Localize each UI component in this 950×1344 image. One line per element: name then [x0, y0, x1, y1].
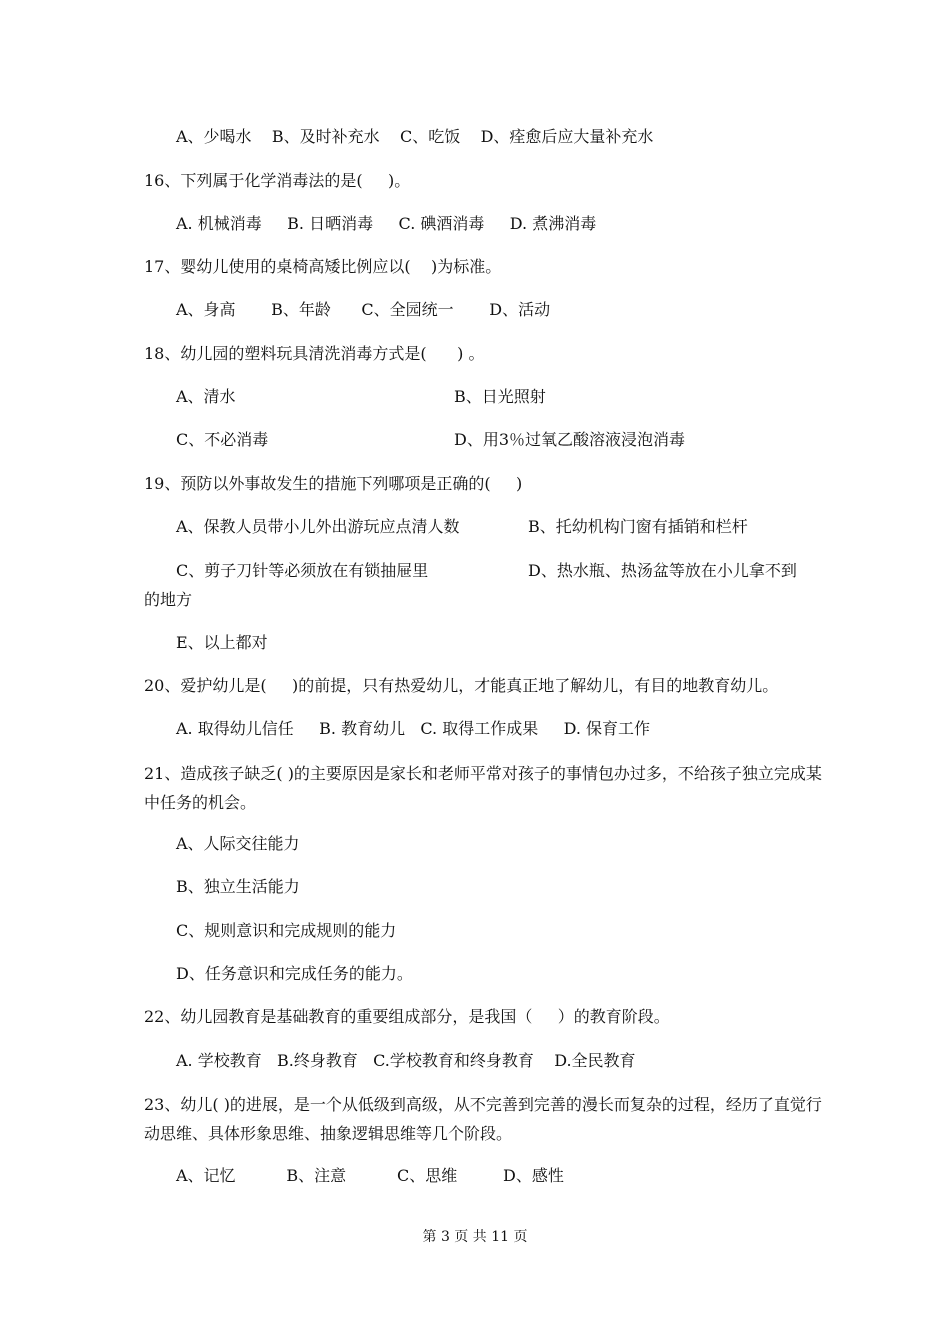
q23-options: A、记忆 B、注意 C、思维 D、感性	[176, 1166, 564, 1185]
q16-options: A. 机械消毒 B. 日晒消毒 C. 碘酒消毒 D. 煮沸消毒	[176, 214, 597, 233]
q20-options: A. 取得幼儿信任 B. 教育幼儿 C. 取得工作成果 D. 保育工作	[176, 719, 651, 738]
q18-option-b: B、日光照射	[454, 387, 546, 406]
q19-option-b: B、托幼机构门窗有插销和栏杆	[528, 517, 748, 536]
q21-stem: 21、造成孩子缺乏( )的主要原因是家长和老师平常对孩子的事情包办过多，不给孩子独立完成某中任务的机会。	[144, 764, 822, 812]
q18-option-a: A、清水	[176, 387, 236, 406]
q15-options: A、少喝水 B、及时补充水 C、吃饭 D、痊愈后应大量补充水	[176, 127, 654, 146]
q21-option-c: C、规则意识和完成规则的能力	[176, 921, 397, 940]
q17-stem: 17、婴幼儿使用的桌椅高矮比例应以( )为标准。	[144, 257, 502, 276]
q19-option-e: E、以上都对	[176, 633, 268, 652]
q19-option-a: A、保教人员带小儿外出游玩应点清人数	[176, 517, 460, 536]
q16-stem: 16、下列属于化学消毒法的是( )。	[144, 171, 411, 190]
q18-stem: 18、幼儿园的塑料玩具清洗消毒方式是( ) 。	[144, 344, 485, 363]
q21-option-d: D、任务意识和完成任务的能力。	[176, 964, 413, 983]
q19-stem: 19、预防以外事故发生的措施下列哪项是正确的( )	[144, 474, 523, 493]
q18-option-d: D、用3％过氧乙酸溶液浸泡消毒	[454, 430, 686, 449]
q19-option-d: D、热水瓶、热汤盆等放在小儿拿不到	[528, 561, 797, 580]
q23-stem: 23、幼儿( )的进展，是一个从低级到高级，从不完善到完善的漫长而复杂的过程，经历了直觉行动思维、具体形象思维、抽象逻辑思维等几个阶段。	[144, 1095, 822, 1143]
q22-options: A. 学校教育 B.终身教育 C.学校教育和终身教育 D.全民教育	[176, 1051, 636, 1070]
q20-stem: 20、爱护幼儿是( )的前提，只有热爱幼儿，才能真正地了解幼儿，有目的地教育幼儿。	[144, 676, 779, 695]
q19-option-d-continued: 的地方	[144, 590, 193, 609]
q19-option-c: C、剪子刀针等必须放在有锁抽屉里	[176, 561, 429, 580]
page-footer: 第 3 页 共 11 页	[422, 1229, 528, 1245]
q21-option-b: B、独立生活能力	[176, 877, 300, 896]
q21-option-a: A、人际交往能力	[176, 834, 300, 853]
q17-options: A、身高 B、年龄 C、全园统一 D、活动	[176, 300, 551, 319]
q22-stem: 22、幼儿园教育是基础教育的重要组成部分，是我国（ ）的教育阶段。	[144, 1007, 670, 1026]
q18-option-c: C、不必消毒	[176, 430, 269, 449]
